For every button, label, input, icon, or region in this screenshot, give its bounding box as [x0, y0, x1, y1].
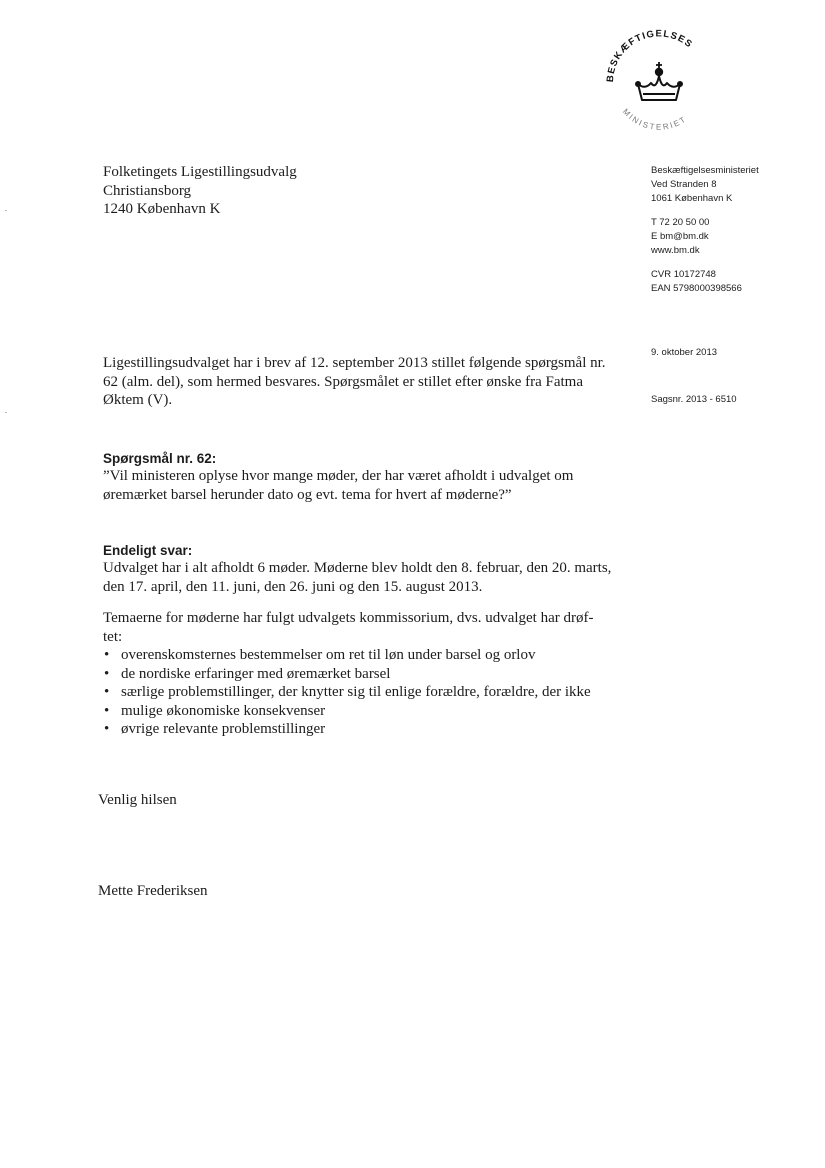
sender-name: Beskæftigelsesministeriet	[651, 165, 759, 176]
list-item-text: overenskomsternes bestemmelser om ret til løn under barsel og orlov	[121, 647, 536, 663]
list-item	[103, 665, 623, 684]
sender-cvr: CVR 10172748	[651, 269, 716, 280]
sender-address	[651, 164, 821, 206]
list-item-text: mulige økonomiske konsekvenser	[121, 702, 326, 719]
sender-ean: EAN 5798000398566	[651, 283, 742, 294]
sender-phone: T 72 20 50 00	[651, 217, 710, 228]
sender-ids	[651, 268, 821, 296]
recipient-address	[103, 163, 463, 219]
logo-arc-bottom-text: MINISTERIET	[620, 106, 689, 132]
sender-city: 1061 København K	[651, 193, 733, 204]
list-item	[103, 683, 623, 702]
bullet-icon: •	[104, 665, 110, 682]
logo-arc-top-text: BESKÆFTIGELSES	[604, 28, 695, 83]
bullet-icon: •	[104, 684, 110, 700]
letter-date: 9. oktober 2013	[651, 347, 718, 358]
question-section	[103, 450, 603, 504]
list-item-text: øvrige relevante problemstillinger	[121, 721, 326, 737]
list-item-text: særlige problemstillinger, der knytter sig til enlige forældre, forældre, der ikke	[121, 684, 591, 700]
themes-list	[103, 646, 623, 739]
question-heading: Spørgsmål nr. 62:	[103, 451, 217, 466]
svg-text:BESKÆFTIGELSES	[605, 28, 695, 82]
bullet-icon: •	[104, 702, 110, 719]
case-number: Sagsnr. 2013 - 6510	[651, 394, 737, 405]
ministry-logo	[596, 4, 722, 138]
list-item	[103, 720, 623, 739]
list-item	[103, 646, 623, 665]
svg-text:MINISTERIET	[621, 107, 689, 132]
crown-icon	[596, 4, 722, 138]
recipient-line: 1240 København K	[103, 201, 221, 217]
sender-website: www.bm.dk	[651, 245, 700, 256]
answer-heading: Endeligt svar:	[103, 543, 193, 558]
question-text: ”Vil ministeren oplyse hvor mange møder, der har været afholdt i udvalget om øremærket barsel herunder dato og evt. tema for hvert af møderne?”	[103, 468, 574, 503]
list-item	[103, 702, 623, 721]
bullet-icon: •	[104, 721, 110, 737]
recipient-line: Folketingets Ligestillingsudvalg	[103, 164, 297, 180]
list-item-text: de nordiske erfaringer med øremærket barsel	[121, 665, 391, 682]
sender-email: E bm@bm.dk	[651, 231, 709, 242]
themes-section	[103, 609, 623, 739]
margin-mark	[5, 210, 7, 211]
margin-mark	[5, 412, 7, 413]
sender-contact	[651, 216, 821, 258]
themes-intro: Temaerne for møderne har fulgt udvalgets kommissorium, dvs. udvalget har drøf-tet:	[103, 610, 594, 645]
recipient-line: Christiansborg	[103, 182, 192, 199]
answer-section	[103, 542, 613, 596]
answer-text: Udvalget har i alt afholdt 6 møder. Møderne blev holdt den 8. februar, den 20. marts, den 17. april, den 11. juni, den 26. juni og den 15. august 2013.	[103, 560, 612, 595]
sender-info	[651, 164, 821, 306]
closing-greeting: Venlig hilsen	[98, 792, 177, 808]
sender-street: Ved Stranden 8	[651, 179, 717, 190]
bullet-icon: •	[104, 647, 110, 663]
intro-paragraph: Ligestillingsudvalget har i brev af 12. september 2013 stillet følgende spørgsmål nr. 62 (alm. del), som hermed besvares. Spørgsmålet er stillet efter ønske fra Fatma Øktem (V).	[103, 355, 606, 408]
signature-name: Mette Frederiksen	[98, 883, 208, 899]
